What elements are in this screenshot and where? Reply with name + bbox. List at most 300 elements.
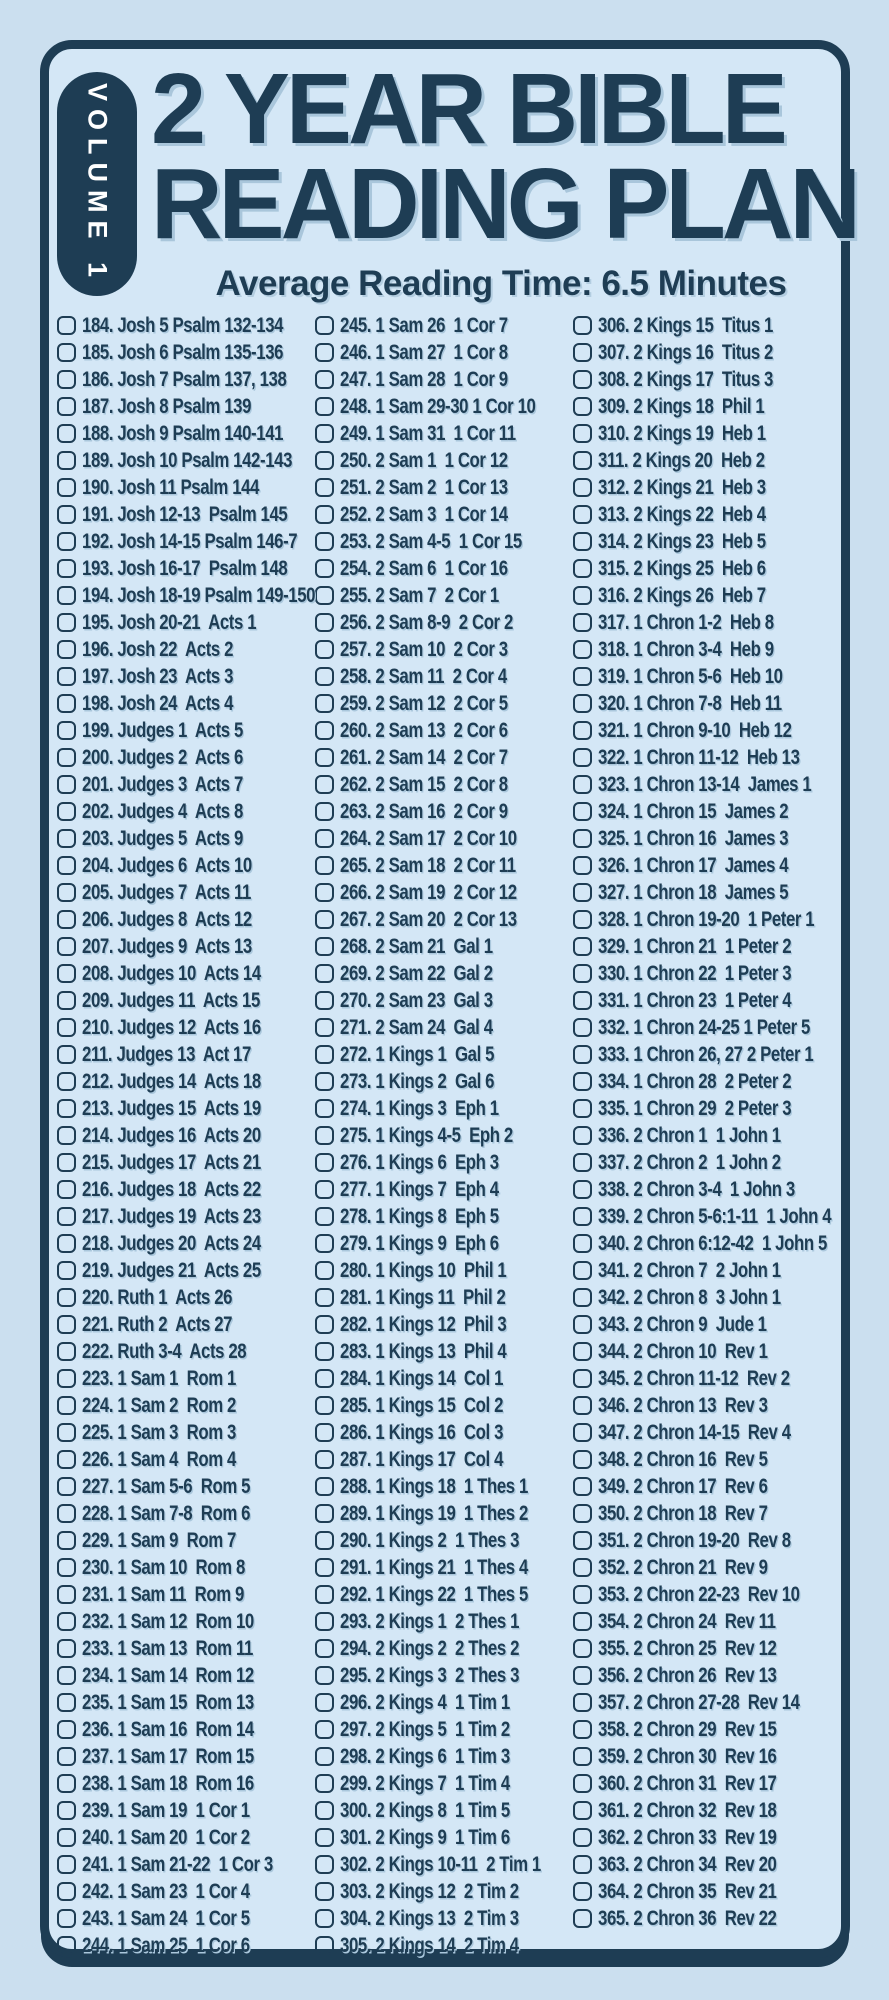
reading-checkbox[interactable] [315, 1639, 334, 1658]
reading-checkbox[interactable] [573, 370, 592, 389]
reading-item-label: 337. 2 Chron 2 1 John 2 [598, 1150, 781, 1174]
reading-checkbox[interactable] [315, 1342, 334, 1361]
reading-item [315, 1473, 573, 1500]
reading-checkbox[interactable] [315, 316, 334, 335]
reading-item [57, 987, 315, 1014]
reading-checkbox[interactable] [57, 1747, 76, 1766]
reading-checkbox[interactable] [315, 505, 334, 524]
reading-checkbox[interactable] [315, 1612, 334, 1631]
reading-checkbox[interactable] [315, 1477, 334, 1496]
reading-checkbox[interactable] [573, 1234, 592, 1253]
reading-checkbox[interactable] [573, 1261, 592, 1280]
reading-item-label: 211. Judges 13 Act 17 [82, 1042, 251, 1066]
reading-item-label: 304. 2 Kings 13 2 Tim 3 [340, 1906, 519, 1930]
reading-item [315, 798, 573, 825]
reading-item [573, 879, 831, 906]
reading-item [315, 906, 573, 933]
reading-item-label: 306. 2 Kings 15 Titus 1 [598, 313, 773, 337]
reading-checkbox[interactable] [57, 1018, 76, 1037]
reading-item-label: 281. 1 Kings 11 Phil 2 [340, 1285, 506, 1309]
reading-checkbox[interactable] [573, 1153, 592, 1172]
page-title-line-2: READING PLAN [151, 148, 858, 260]
reading-checkbox[interactable] [57, 802, 76, 821]
reading-checkbox[interactable] [573, 937, 592, 956]
reading-checkbox[interactable] [57, 1396, 76, 1415]
reading-checkbox[interactable] [57, 613, 76, 632]
reading-item-label: 344. 2 Chron 10 Rev 1 [598, 1339, 768, 1363]
reading-checkbox[interactable] [315, 1774, 334, 1793]
reading-checkbox[interactable] [315, 1882, 334, 1901]
reading-checkbox[interactable] [573, 991, 592, 1010]
reading-checkbox[interactable] [57, 856, 76, 875]
reading-item [315, 1527, 573, 1554]
reading-checkbox[interactable] [573, 802, 592, 821]
reading-item [57, 1257, 315, 1284]
reading-checkbox[interactable] [57, 1639, 76, 1658]
reading-item [573, 1500, 831, 1527]
reading-item [315, 501, 573, 528]
reading-item [315, 1419, 573, 1446]
reading-checkbox[interactable] [315, 1396, 334, 1415]
reading-checkbox[interactable] [573, 1612, 592, 1631]
reading-item [57, 1095, 315, 1122]
reading-checkbox[interactable] [315, 1855, 334, 1874]
reading-item [315, 555, 573, 582]
reading-checkbox[interactable] [573, 1693, 592, 1712]
reading-checkbox[interactable] [57, 1828, 76, 1847]
reading-checkbox[interactable] [315, 964, 334, 983]
reading-item-label: 264. 2 Sam 17 2 Cor 10 [340, 826, 517, 850]
reading-item-label: 338. 2 Chron 3-4 1 John 3 [598, 1177, 795, 1201]
reading-checkbox[interactable] [573, 667, 592, 686]
reading-item-label: 321. 1 Chron 9-10 Heb 12 [598, 718, 792, 742]
reading-checkbox[interactable] [573, 1720, 592, 1739]
reading-checkbox[interactable] [573, 1099, 592, 1118]
reading-item [57, 609, 315, 636]
reading-item-label: 236. 1 Sam 16 Rom 14 [82, 1717, 254, 1741]
reading-item [573, 1770, 831, 1797]
reading-item-label: 220. Ruth 1 Acts 26 [82, 1285, 233, 1309]
reading-checkbox[interactable] [57, 1342, 76, 1361]
reading-checkbox[interactable] [57, 1126, 76, 1145]
reading-item [573, 555, 831, 582]
reading-checkbox[interactable] [57, 1369, 76, 1388]
reading-checkbox[interactable] [315, 1099, 334, 1118]
reading-checkbox[interactable] [573, 964, 592, 983]
reading-checkbox[interactable] [573, 1909, 592, 1928]
reading-checkbox[interactable] [57, 1612, 76, 1631]
reading-checkbox[interactable] [57, 721, 76, 740]
reading-checkbox[interactable] [57, 1936, 76, 1955]
reading-checkbox[interactable] [573, 316, 592, 335]
reading-checkbox[interactable] [573, 478, 592, 497]
reading-checkbox[interactable] [57, 964, 76, 983]
reading-checkbox[interactable] [315, 1315, 334, 1334]
reading-checkbox[interactable] [315, 802, 334, 821]
reading-checkbox[interactable] [57, 1207, 76, 1226]
reading-checkbox[interactable] [315, 1558, 334, 1577]
reading-item-label: 215. Judges 17 Acts 21 [82, 1150, 261, 1174]
reading-checkbox[interactable] [315, 883, 334, 902]
reading-checkbox[interactable] [57, 1477, 76, 1496]
reading-item [57, 1176, 315, 1203]
reading-checkbox[interactable] [573, 1639, 592, 1658]
reading-checkbox[interactable] [57, 451, 76, 470]
reading-checkbox[interactable] [315, 1720, 334, 1739]
reading-item-label: 364. 2 Chron 35 Rev 21 [598, 1879, 777, 1903]
reading-checkbox[interactable] [315, 532, 334, 551]
reading-checkbox[interactable] [57, 1855, 76, 1874]
reading-checkbox[interactable] [315, 1504, 334, 1523]
reading-item [573, 1149, 831, 1176]
reading-checkbox[interactable] [573, 1207, 592, 1226]
reading-checkbox[interactable] [57, 397, 76, 416]
reading-checkbox[interactable] [315, 1450, 334, 1469]
reading-item-label: 240. 1 Sam 20 1 Cor 2 [82, 1825, 250, 1849]
reading-item-label: 335. 1 Chron 29 2 Peter 3 [598, 1096, 792, 1120]
reading-checkbox[interactable] [315, 694, 334, 713]
reading-checkbox[interactable] [573, 1855, 592, 1874]
reading-item [315, 1149, 573, 1176]
reading-item-label: 341. 2 Chron 7 2 John 1 [598, 1258, 781, 1282]
reading-item-label: 219. Judges 21 Acts 25 [82, 1258, 261, 1282]
reading-item [57, 1014, 315, 1041]
reading-checkbox[interactable] [315, 1423, 334, 1442]
reading-checkbox[interactable] [315, 451, 334, 470]
reading-item-label: 244. 1 Sam 25 1 Cor 6 [82, 1933, 250, 1957]
reading-checkbox[interactable] [57, 910, 76, 929]
reading-checkbox[interactable] [57, 1909, 76, 1928]
reading-checkbox[interactable] [57, 1315, 76, 1334]
reading-checkbox[interactable] [57, 1288, 76, 1307]
reading-checkbox[interactable] [57, 559, 76, 578]
reading-checkbox[interactable] [315, 1072, 334, 1091]
reading-checkbox[interactable] [573, 910, 592, 929]
reading-item [57, 1581, 315, 1608]
reading-item-label: 347. 2 Chron 14-15 Rev 4 [598, 1420, 791, 1444]
reading-checkbox[interactable] [315, 1207, 334, 1226]
reading-checkbox[interactable] [57, 1801, 76, 1820]
reading-item [573, 987, 831, 1014]
reading-checkbox[interactable] [573, 1450, 592, 1469]
reading-checkbox[interactable] [57, 1666, 76, 1685]
reading-checkbox[interactable] [315, 1909, 334, 1928]
reading-item [315, 1770, 573, 1797]
reading-checkbox[interactable] [573, 1666, 592, 1685]
reading-item [315, 1743, 573, 1770]
reading-checkbox[interactable] [573, 1288, 592, 1307]
reading-checkbox[interactable] [315, 1288, 334, 1307]
reading-item-label: 328. 1 Chron 19-20 1 Peter 1 [598, 907, 815, 931]
reading-checkbox[interactable] [573, 397, 592, 416]
reading-item [573, 1473, 831, 1500]
reading-item [573, 1743, 831, 1770]
reading-checkbox[interactable] [573, 1882, 592, 1901]
reading-item [57, 528, 315, 555]
reading-checkbox[interactable] [573, 1531, 592, 1550]
reading-checkbox[interactable] [315, 667, 334, 686]
reading-item-label: 349. 2 Chron 17 Rev 6 [598, 1474, 768, 1498]
reading-item-label: 363. 2 Chron 34 Rev 20 [598, 1852, 777, 1876]
reading-item [315, 1365, 573, 1392]
reading-item [573, 1284, 831, 1311]
reading-item [57, 1473, 315, 1500]
reading-checkbox[interactable] [315, 937, 334, 956]
reading-checkbox[interactable] [573, 1801, 592, 1820]
reading-checkbox[interactable] [57, 937, 76, 956]
checklist-column-1 [57, 312, 315, 1959]
reading-item [57, 366, 315, 393]
reading-checkbox[interactable] [57, 1234, 76, 1253]
reading-checkbox[interactable] [315, 424, 334, 443]
reading-checkbox[interactable] [573, 1774, 592, 1793]
reading-checkbox[interactable] [57, 1045, 76, 1064]
reading-checkbox[interactable] [315, 910, 334, 929]
reading-item [573, 717, 831, 744]
reading-item [315, 690, 573, 717]
reading-checkbox[interactable] [573, 1477, 592, 1496]
reading-checkbox[interactable] [573, 829, 592, 848]
reading-checkbox[interactable] [573, 1585, 592, 1604]
reading-checkbox[interactable] [315, 1018, 334, 1037]
reading-item-label: 354. 2 Chron 24 Rev 11 [598, 1609, 776, 1633]
reading-item-label: 198. Josh 24 Acts 4 [82, 691, 234, 715]
reading-checkbox[interactable] [57, 829, 76, 848]
reading-checkbox[interactable] [573, 1315, 592, 1334]
reading-item [315, 1041, 573, 1068]
average-reading-time: Average Reading Time: 6.5 Minutes [215, 264, 787, 303]
reading-item [57, 1149, 315, 1176]
reading-item [573, 474, 831, 501]
reading-checkbox[interactable] [57, 343, 76, 362]
reading-checkbox[interactable] [315, 586, 334, 605]
reading-item [573, 1203, 831, 1230]
reading-item-label: 342. 2 Chron 8 3 John 1 [598, 1285, 781, 1309]
reading-item-label: 332. 1 Chron 24-25 1 Peter 5 [598, 1015, 810, 1039]
reading-checkbox[interactable] [315, 1180, 334, 1199]
reading-item-label: 272. 1 Kings 1 Gal 5 [340, 1042, 495, 1066]
reading-checkbox[interactable] [57, 1261, 76, 1280]
reading-checkbox[interactable] [573, 775, 592, 794]
reading-checkbox[interactable] [573, 1369, 592, 1388]
reading-item [573, 582, 831, 609]
reading-checkbox[interactable] [315, 370, 334, 389]
reading-checkbox[interactable] [315, 397, 334, 416]
reading-item [573, 1824, 831, 1851]
reading-item-label: 357. 2 Chron 27-28 Rev 14 [598, 1690, 800, 1714]
reading-item [573, 690, 831, 717]
reading-checkbox[interactable] [57, 370, 76, 389]
reading-item [57, 555, 315, 582]
reading-checkbox[interactable] [315, 1936, 334, 1955]
reading-checkbox[interactable] [315, 1828, 334, 1847]
reading-checkbox[interactable] [315, 856, 334, 875]
reading-checkbox[interactable] [573, 856, 592, 875]
reading-item [315, 1122, 573, 1149]
reading-item [573, 852, 831, 879]
reading-item [315, 1257, 573, 1284]
reading-item [315, 1608, 573, 1635]
reading-item [57, 501, 315, 528]
reading-checkbox[interactable] [573, 1828, 592, 1847]
reading-checkbox[interactable] [315, 1045, 334, 1064]
reading-checkbox[interactable] [573, 1423, 592, 1442]
reading-item [315, 1176, 573, 1203]
reading-item-label: 297. 2 Kings 5 1 Tim 2 [340, 1717, 510, 1741]
reading-checkbox[interactable] [315, 1234, 334, 1253]
reading-item-label: 191. Josh 12-13 Psalm 145 [82, 502, 288, 526]
reading-item [315, 825, 573, 852]
reading-checkbox[interactable] [315, 1747, 334, 1766]
reading-checkbox[interactable] [315, 343, 334, 362]
reading-item-label: 315. 2 Kings 25 Heb 6 [598, 556, 766, 580]
reading-item-label: 289. 1 Kings 19 1 Thes 2 [340, 1501, 528, 1525]
reading-item [57, 852, 315, 879]
reading-checkbox[interactable] [315, 1666, 334, 1685]
reading-checkbox[interactable] [573, 694, 592, 713]
reading-item [57, 825, 315, 852]
reading-checkbox[interactable] [315, 1369, 334, 1388]
reading-checkbox[interactable] [57, 1720, 76, 1739]
reading-checkbox[interactable] [573, 1180, 592, 1199]
reading-checkbox[interactable] [315, 1531, 334, 1550]
reading-item-label: 189. Josh 10 Psalm 142-143 [82, 448, 293, 472]
reading-checkbox[interactable] [573, 451, 592, 470]
reading-checkbox[interactable] [57, 1180, 76, 1199]
reading-item-label: 352. 2 Chron 21 Rev 9 [598, 1555, 768, 1579]
reading-item [573, 1041, 831, 1068]
reading-checkbox[interactable] [573, 532, 592, 551]
reading-checkbox[interactable] [573, 1558, 592, 1577]
reading-item [315, 1311, 573, 1338]
reading-checkbox[interactable] [315, 748, 334, 767]
reading-checkbox[interactable] [315, 478, 334, 497]
reading-item-label: 247. 1 Sam 28 1 Cor 9 [340, 367, 508, 391]
reading-item [57, 420, 315, 447]
reading-checkbox[interactable] [57, 1423, 76, 1442]
reading-checkbox[interactable] [57, 316, 76, 335]
reading-checkbox[interactable] [315, 1153, 334, 1172]
reading-checkbox[interactable] [57, 1585, 76, 1604]
reading-item-label: 256. 2 Sam 8-9 2 Cor 2 [340, 610, 513, 634]
reading-item-label: 294. 2 Kings 2 2 Thes 2 [340, 1636, 520, 1660]
reading-checkbox[interactable] [573, 1018, 592, 1037]
reading-checkbox[interactable] [573, 721, 592, 740]
reading-checkbox[interactable] [57, 991, 76, 1010]
reading-item-label: 323. 1 Chron 13-14 James 1 [598, 772, 812, 796]
reading-checkbox[interactable] [573, 343, 592, 362]
reading-checkbox[interactable] [573, 424, 592, 443]
reading-checkbox[interactable] [573, 613, 592, 632]
reading-checkbox[interactable] [57, 1531, 76, 1550]
reading-item-label: 290. 1 Kings 2 1 Thes 3 [340, 1528, 520, 1552]
reading-checkbox[interactable] [315, 1585, 334, 1604]
reading-checkbox[interactable] [573, 559, 592, 578]
reading-checkbox[interactable] [573, 1045, 592, 1064]
reading-checkbox[interactable] [57, 505, 76, 524]
reading-item-label: 192. Josh 14-15 Psalm 146-7 [82, 529, 298, 553]
reading-item [573, 1068, 831, 1095]
reading-checkbox[interactable] [315, 1801, 334, 1820]
reading-checkbox[interactable] [315, 1693, 334, 1712]
reading-item-label: 267. 2 Sam 20 2 Cor 13 [340, 907, 517, 931]
reading-item [315, 339, 573, 366]
reading-checkbox[interactable] [57, 748, 76, 767]
reading-checkbox[interactable] [57, 694, 76, 713]
reading-checkbox[interactable] [57, 1882, 76, 1901]
reading-checkbox[interactable] [573, 1747, 592, 1766]
reading-checkbox[interactable] [315, 721, 334, 740]
reading-checkbox[interactable] [573, 586, 592, 605]
reading-checkbox[interactable] [57, 667, 76, 686]
reading-checkbox[interactable] [57, 640, 76, 659]
reading-item [573, 1878, 831, 1905]
reading-item [573, 528, 831, 555]
reading-item [573, 1662, 831, 1689]
reading-item-label: 284. 1 Kings 14 Col 1 [340, 1366, 504, 1390]
reading-checkbox[interactable] [573, 1072, 592, 1091]
reading-checkbox[interactable] [57, 775, 76, 794]
reading-checkbox[interactable] [315, 1261, 334, 1280]
reading-item [573, 825, 831, 852]
reading-item-label: 201. Judges 3 Acts 7 [82, 772, 243, 796]
reading-item [57, 1527, 315, 1554]
reading-item [57, 1662, 315, 1689]
reading-checkbox[interactable] [57, 1450, 76, 1469]
reading-checkbox[interactable] [573, 505, 592, 524]
reading-checkbox[interactable] [57, 532, 76, 551]
reading-checkbox[interactable] [57, 883, 76, 902]
reading-item-label: 224. 1 Sam 2 Rom 2 [82, 1393, 236, 1417]
reading-checkbox[interactable] [573, 1504, 592, 1523]
reading-checkbox[interactable] [573, 883, 592, 902]
reading-item-label: 334. 1 Chron 28 2 Peter 2 [598, 1069, 792, 1093]
reading-item [315, 636, 573, 663]
reading-item [315, 879, 573, 906]
reading-checkbox[interactable] [573, 748, 592, 767]
reading-item-label: 324. 1 Chron 15 James 2 [598, 799, 789, 823]
reading-item-label: 298. 2 Kings 6 1 Tim 3 [340, 1744, 510, 1768]
reading-item [573, 393, 831, 420]
reading-checkbox[interactable] [315, 640, 334, 659]
reading-checkbox[interactable] [315, 613, 334, 632]
reading-checkbox[interactable] [57, 1099, 76, 1118]
reading-item [573, 1905, 831, 1932]
reading-checkbox[interactable] [57, 586, 76, 605]
reading-item-label: 223. 1 Sam 1 Rom 1 [82, 1366, 236, 1390]
reading-checkbox[interactable] [57, 1774, 76, 1793]
reading-checkbox[interactable] [57, 1072, 76, 1091]
reading-checkbox[interactable] [315, 775, 334, 794]
reading-checkbox[interactable] [57, 424, 76, 443]
reading-checkbox[interactable] [315, 829, 334, 848]
reading-checkbox[interactable] [315, 991, 334, 1010]
reading-checkbox[interactable] [57, 1558, 76, 1577]
reading-checkbox[interactable] [315, 1126, 334, 1145]
reading-checkbox[interactable] [573, 640, 592, 659]
reading-checkbox[interactable] [315, 559, 334, 578]
reading-checkbox[interactable] [573, 1396, 592, 1415]
reading-item [57, 1689, 315, 1716]
reading-checkbox[interactable] [57, 478, 76, 497]
reading-item [57, 744, 315, 771]
reading-checkbox[interactable] [573, 1126, 592, 1145]
reading-checkbox[interactable] [57, 1153, 76, 1172]
reading-checkbox[interactable] [57, 1693, 76, 1712]
reading-checkbox[interactable] [57, 1504, 76, 1523]
reading-checkbox[interactable] [573, 1342, 592, 1361]
reading-item [315, 582, 573, 609]
